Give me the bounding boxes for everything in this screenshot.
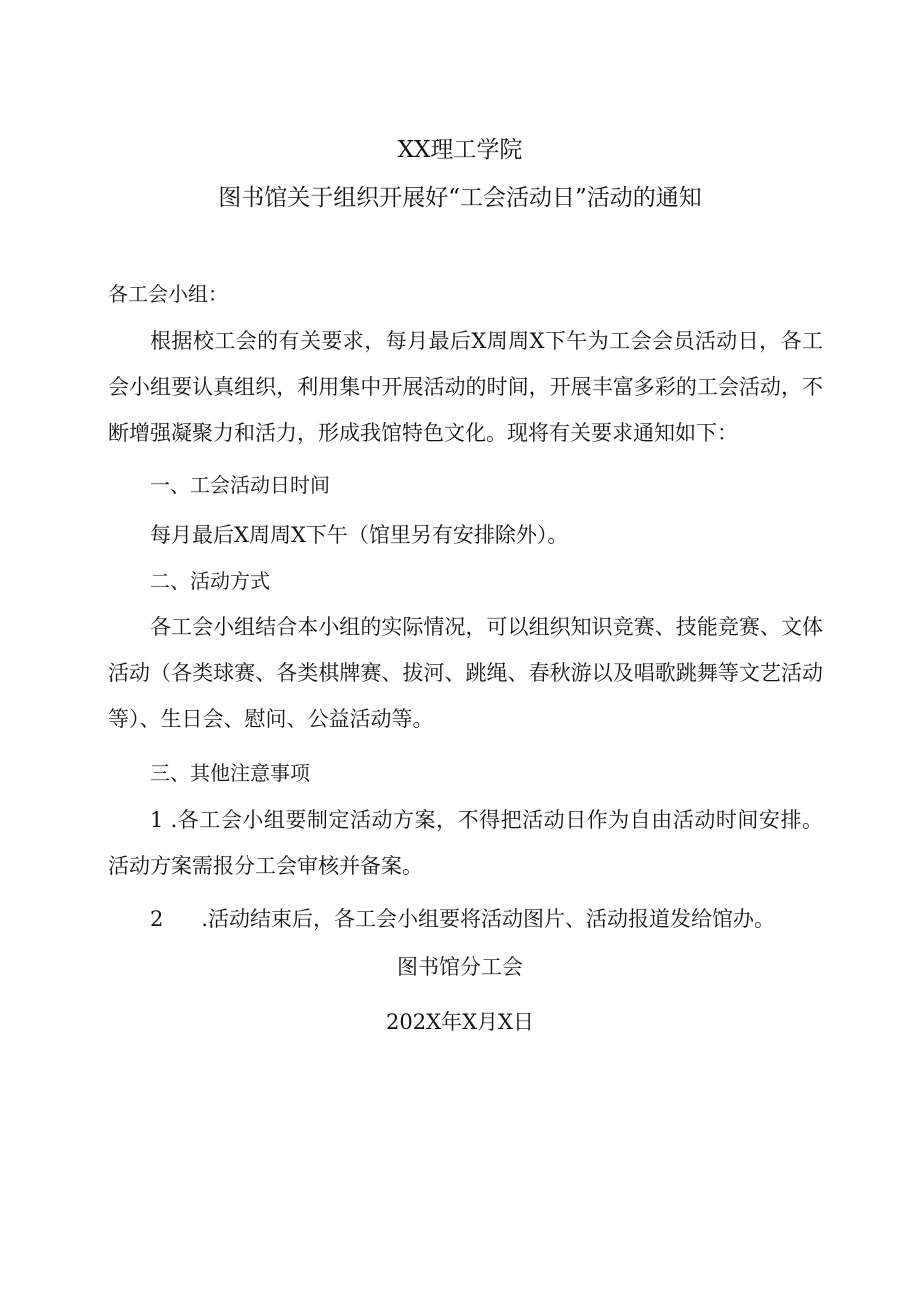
document-title-notice: 图书馆关于组织开展好“工会活动日”活动的通知: [218, 185, 702, 211]
list-item-2-text: .活动结束后，各工会小组要将活动图片、活动报道发给馆办。: [201, 907, 776, 931]
section-heading-2: 二、活动方式: [150, 569, 270, 593]
document-title-institution: XX理工学院: [397, 137, 523, 163]
list-item-2-number: 2: [150, 907, 164, 931]
intro-paragraph: 根据校工会的有关要求，每月最后X周周X下午为工会会员活动日，各工会小组要认真组织，利用集中开展活动的时间，开展丰富多彩的工会活动，不断增强凝聚力和活力，形成我馆特色文化。现将有关要求通知如下：: [108, 329, 823, 445]
signature: 图书馆分工会: [397, 955, 523, 979]
section-heading-3: 三、其他注意事项: [150, 761, 310, 785]
salutation: 各工会小组：: [108, 282, 228, 306]
section-body-2: 各工会小组结合本小组的实际情况，可以组织知识竞赛、技能竞赛、文体活动（各类球赛、各类棋牌赛、拔河、跳绳、春秋游以及唱歌跳舞等文艺活动等）、生日会、慰问、公益活动等。: [108, 615, 823, 731]
list-item-1: [108, 797, 823, 889]
section-heading-1: 一、工会活动日时间: [150, 473, 330, 497]
list-item-1-number: 1: [150, 808, 164, 832]
list-item-1-text: .各工会小组要制定活动方案，不得把活动日作为自由活动时间安排。活动方案需报分工会审核并备案。: [108, 808, 823, 878]
document-date: 202X年X月X日: [386, 1010, 534, 1034]
section-body-1: 每月最后X周周X下午（馆里另有安排除外）。: [150, 523, 569, 547]
list-item-2: [108, 896, 823, 942]
